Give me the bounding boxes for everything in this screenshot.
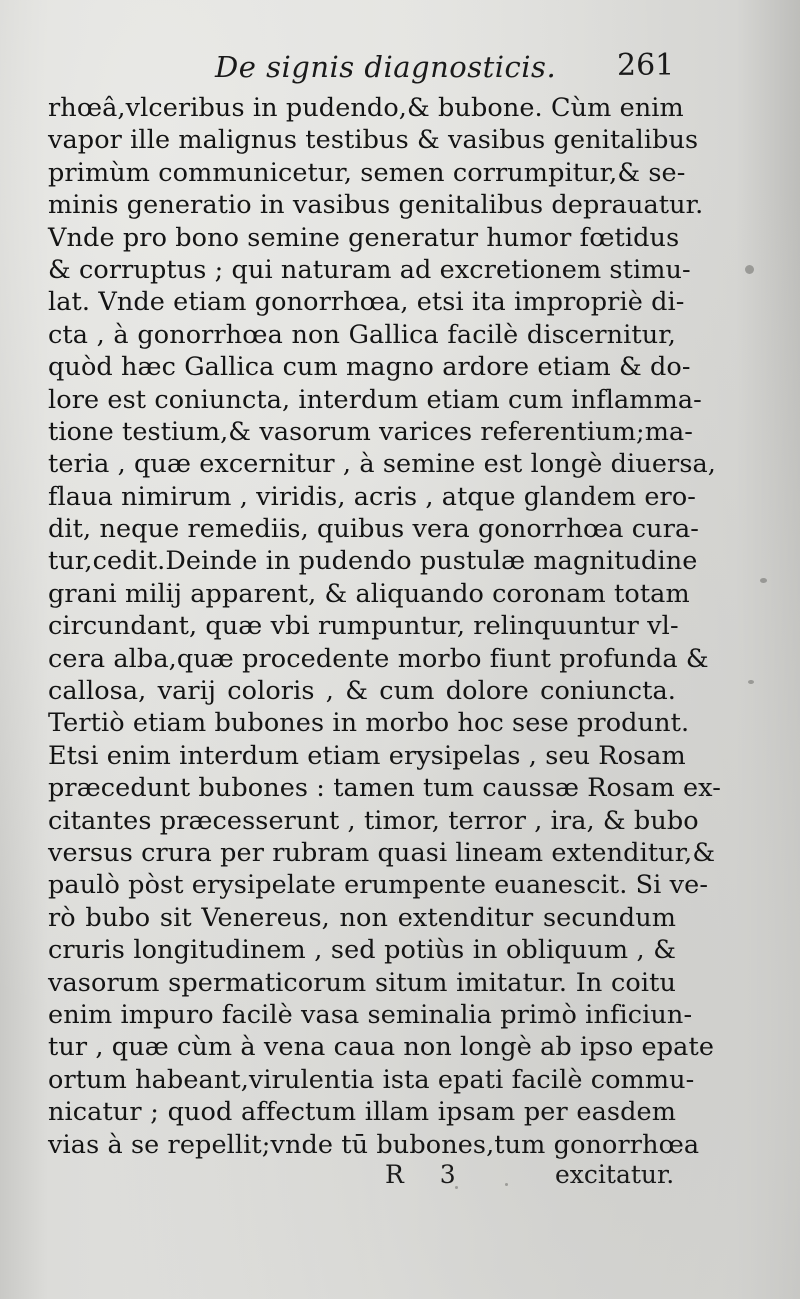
text-line: tur,cedit.Deinde in pudendo pustulæ magnitudine: [48, 546, 698, 577]
text-line: vasorum spermaticorum situm imitatur. In coitu: [48, 967, 676, 998]
text-line: rhœâ,vlceribus in pudendo,& bubone. Cùm enim: [48, 93, 684, 123]
text-line: lore est coniuncta, interdum etiam cum inflamma-: [48, 384, 702, 415]
text-line: callosa, varij coloris , & cum dolore coniuncta.: [48, 676, 676, 707]
text-line: Tertiò etiam bubones in morbo hoc sese produnt.: [48, 708, 690, 739]
text-line: nicatur ; quod affectum illam ipsam per easdem: [48, 1097, 676, 1128]
ink-speck: [505, 1183, 508, 1186]
text-line: cruris longitudinem , sed potiùs in obliquum , &: [48, 935, 676, 966]
text-line: vias à se repellit;vnde tū bubones,tum gonorrhœa: [48, 1129, 700, 1160]
text-line: Etsi enim interdum etiam erysipelas , seu Rosam: [48, 740, 686, 771]
ink-speck: [760, 578, 767, 583]
text-line: quòd hæc Gallica cum magno ardore etiam & do-: [48, 352, 691, 383]
ink-speck: [745, 265, 754, 274]
page-number: 261: [617, 48, 675, 83]
text-line: tione testium,& vasorum varices referentium;ma-: [48, 416, 693, 447]
text-line: cera alba,quæ procedente morbo fiunt profunda &: [48, 643, 709, 674]
text-line: paulò pòst erysipelate erumpente euanescit. Si ve-: [48, 870, 709, 901]
text-line: & corruptus ; qui naturam ad excretionem stimu-: [48, 254, 691, 285]
text-line: primùm communicetur, semen corrumpitur,& se-: [48, 157, 686, 188]
ink-speck: [748, 680, 754, 684]
text-line: præcedunt bubones : tamen tum caussæ Rosam ex-: [48, 773, 721, 804]
text-line: dit, neque remediis, quibus vera gonorrhœa cura-: [48, 514, 700, 545]
text-line: teria , quæ excernitur , à semine est longè diuersa,: [48, 449, 717, 480]
text-line: minis generatio in vasibus genitalibus deprauatur.: [48, 190, 704, 221]
text-line: circundant, quæ vbi rumpuntur, relinquuntur vl-: [48, 611, 679, 642]
text-line: rò bubo sit Venereus, non extenditur secundum: [48, 902, 676, 933]
text-line: Vnde pro bono semine generatur humor fœtidus: [48, 222, 680, 253]
text-line: flaua nimirum , viridis, acris , atque glandem ero-: [48, 481, 697, 512]
text-line: lat. Vnde etiam gonorrhœa, etsi ita impropriè di-: [48, 287, 685, 318]
text-line: versus crura per rubram quasi lineam extenditur,&: [48, 837, 716, 868]
text-line: grani milij apparent, & aliquando coronam totam: [48, 578, 690, 609]
text-line: citantes præcesserunt , timor, terror , ira, & bubo: [48, 805, 699, 836]
text-line: ortum habeant,virulentia ista epati facilè commu-: [48, 1064, 695, 1095]
text-line: vapor ille malignus testibus & vasibus genitalibus: [48, 125, 699, 156]
signature-mark: R 3: [385, 1160, 470, 1189]
text-line: cta , à gonorrhœa non Gallica facilè discernitur,: [48, 319, 676, 350]
running-title: De signis diagnosticis.: [215, 50, 557, 84]
text-line: enim impuro facilè vasa seminalia primò inficiun-: [48, 999, 693, 1030]
catchword: excitatur.: [555, 1160, 675, 1189]
body-text: [48, 92, 721, 1161]
text-line: tur , quæ cùm à vena caua non longè ab ipso epate: [48, 1032, 715, 1063]
